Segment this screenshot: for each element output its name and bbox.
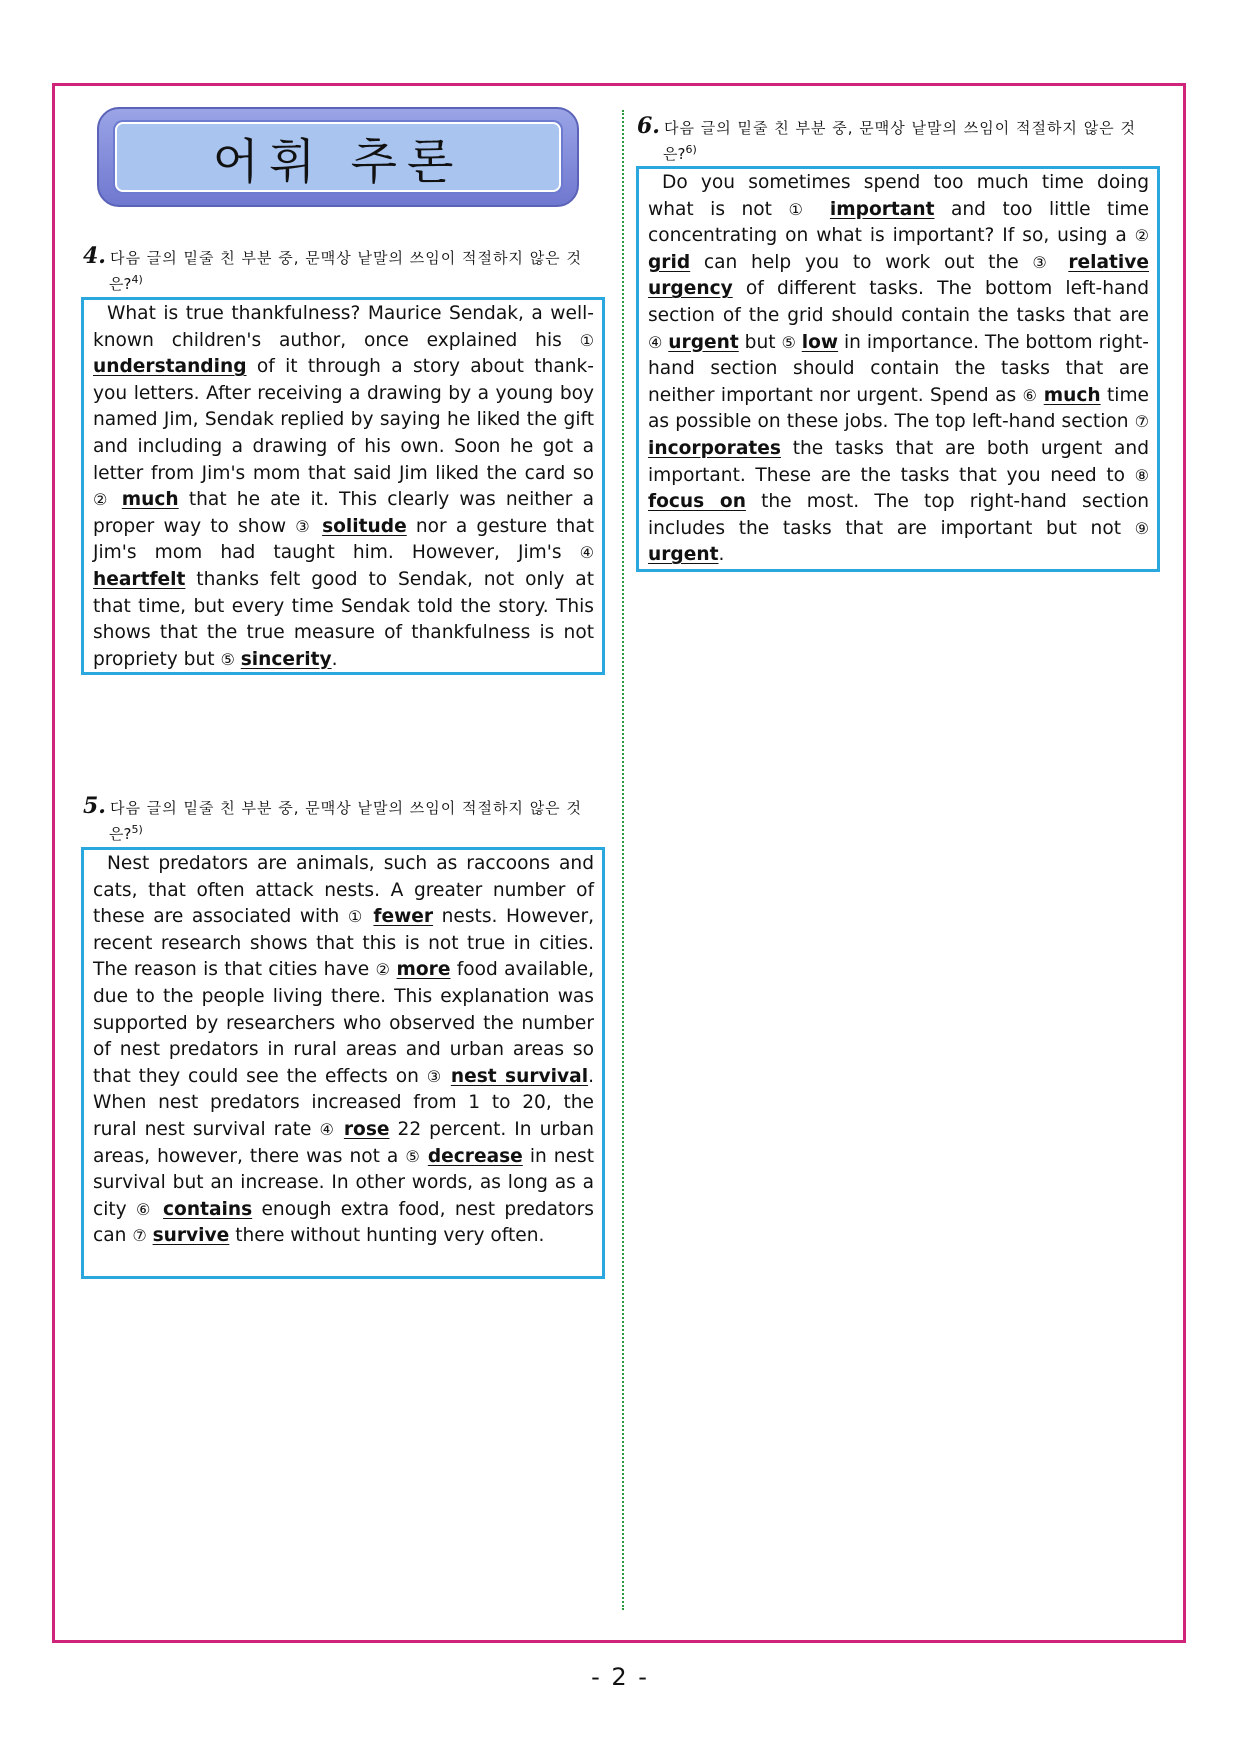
- passage-seg: can help you to work out the: [690, 251, 1033, 273]
- passage-seg: in importance. The bottom right-hand section should contain the tasks that are neither important nor urgent. Spend as: [648, 331, 1149, 406]
- space: [336, 1119, 344, 1140]
- space: [313, 516, 322, 537]
- question-text: 다음 글의 밑줄 친 부분 중, 문맥상 낱말의 쓰임이 적절하지 않은 것: [663, 119, 1136, 137]
- passage-seg: that he ate it. This clearly was neither a proper way to show: [93, 489, 594, 537]
- space: [421, 1146, 428, 1167]
- passage-seg: but: [738, 331, 782, 353]
- choice-marker: ⑦: [132, 1226, 147, 1246]
- question-4-passage: [81, 297, 605, 675]
- space: [443, 1066, 451, 1087]
- choice-marker: ⑤: [781, 332, 796, 352]
- footnote-ref: 4): [131, 273, 143, 286]
- passage-seg: food available, due to the people living there. This explanation was supported by researchers who observed the number of nest predators in rural areas and urban areas so that they could see the effects on: [93, 959, 594, 1087]
- underlined-word: much: [1043, 384, 1101, 406]
- choice-marker: ⑤: [220, 649, 235, 669]
- question-5-prompt: [83, 793, 608, 845]
- passage-seg: nor a gesture that Jim's mom had taught him. However, Jim's: [93, 515, 595, 564]
- underlined-word: relative urgency: [648, 251, 1150, 300]
- choice-marker: ③: [426, 1066, 443, 1086]
- passage-seg: and too little time concentrating on what is important? If so, using a: [648, 198, 1150, 247]
- choice-marker: ⑤: [405, 1146, 421, 1166]
- underlined-word: fewer: [373, 906, 434, 928]
- passage-seg: .: [331, 648, 338, 670]
- choice-marker: ④: [579, 543, 594, 563]
- underlined-word: sincerity: [240, 648, 332, 670]
- question-number: 4.: [83, 243, 106, 269]
- question-number: 5.: [83, 793, 106, 819]
- underlined-word: solitude: [322, 515, 407, 537]
- page-title: 어휘 추론: [212, 133, 464, 190]
- underlined-word: heartfelt: [93, 568, 186, 590]
- question-4-prompt: [83, 243, 608, 295]
- passage-seg: in nest survival but an increase. In other words, as long as a city: [93, 1145, 594, 1220]
- question-5-passage: [81, 847, 605, 1279]
- footnote-ref: 5): [131, 823, 143, 836]
- passage-seg: the tasks that are both urgent and important. These are the tasks that you need to: [648, 437, 1149, 486]
- question-6-prompt: [637, 113, 1162, 165]
- passage-seg: nests. However, recent research shows that this is not true in cities. The reason is that cities have: [93, 906, 595, 981]
- underlined-word: survive: [152, 1225, 230, 1247]
- choice-marker: ④: [319, 1119, 336, 1139]
- passage-seg: of it through a story about thank-you letters. After receiving a drawing by a young boy named Jim, Sendak replied by saying he liked the gift and including a drawing of his own. Soon he got a letter from Jim's mom that said Jim liked the card so: [93, 356, 594, 484]
- choice-marker: ②: [375, 960, 391, 980]
- passage-seg: thanks felt good to Sendak, not only at that time, but every time Sendak told the story. This shows that the true measure of thankfulness is not propriety but: [93, 568, 594, 670]
- passage-seg: . When nest predators increased from 1 to 20, the rural nest survival rate: [93, 1065, 594, 1140]
- choice-marker: ⑦: [1134, 412, 1149, 432]
- question-text-cont: 은?: [109, 275, 132, 293]
- passage-seg: 22 percent. In urban areas, however, there was not a: [93, 1118, 594, 1167]
- title-banner: [97, 107, 579, 207]
- underlined-word: low: [801, 331, 839, 353]
- column-divider: [622, 110, 624, 1610]
- underlined-word: focus on: [648, 491, 746, 513]
- choice-marker: ①: [347, 907, 365, 927]
- passage-seg: time as possible on these jobs. The top left-hand section: [648, 384, 1149, 433]
- space: [154, 1199, 163, 1220]
- space: [1055, 252, 1069, 273]
- underlined-word: decrease: [427, 1145, 523, 1167]
- passage-seg: there without hunting very often.: [229, 1225, 545, 1247]
- choice-marker: ②: [93, 490, 112, 510]
- passage-seg: What is true thankfulness? Maurice Sendak, a well-known children's author, once explained his: [93, 303, 594, 351]
- question-text: 다음 글의 밑줄 친 부분 중, 문맥상 낱말의 쓰임이 적절하지 않은 것: [109, 799, 582, 817]
- space: [813, 199, 830, 220]
- question-6-passage: [636, 166, 1160, 572]
- passage-seg: the most. The top right-hand section includes the tasks that are important but not: [648, 491, 1149, 539]
- passage-seg: Do you sometimes spend too much time doing what is not: [648, 172, 1149, 220]
- footnote-ref: 6): [685, 143, 697, 156]
- underlined-word: understanding: [93, 356, 247, 378]
- choice-marker: ③: [1032, 252, 1055, 272]
- question-text: 다음 글의 밑줄 친 부분 중, 문맥상 낱말의 쓰임이 적절하지 않은 것: [109, 249, 582, 267]
- underlined-word: urgent: [668, 331, 739, 353]
- page-number: - 2 -: [591, 1663, 649, 1691]
- underlined-word: more: [396, 959, 451, 981]
- underlined-word: important: [829, 198, 935, 220]
- choice-marker: ⑥: [1022, 385, 1038, 405]
- underlined-word: much: [121, 489, 179, 511]
- choice-marker: ⑧: [1134, 465, 1149, 485]
- space: [112, 489, 122, 510]
- passage-seg: .: [718, 544, 725, 566]
- question-number: 6.: [637, 113, 660, 139]
- question-text-cont: 은?: [663, 145, 686, 163]
- question-text-cont: 은?: [109, 825, 132, 843]
- underlined-word: contains: [163, 1198, 253, 1220]
- underlined-word: rose: [343, 1118, 390, 1140]
- underlined-word: urgent: [648, 544, 719, 566]
- title-banner-inner: [115, 122, 561, 192]
- choice-marker: ③: [295, 516, 313, 536]
- choice-marker: ②: [1134, 226, 1149, 246]
- passage-seg: Nest predators are animals, such as raccoons and cats, that often attack nests. A greater number of these are associated with: [93, 853, 594, 928]
- underlined-word: incorporates: [648, 437, 781, 459]
- choice-marker: ①: [788, 199, 814, 219]
- choice-marker: ①: [579, 330, 594, 350]
- passage-seg: enough extra food, nest predators can: [93, 1198, 594, 1247]
- passage-seg: of different tasks. The bottom left-hand section of the grid should contain the tasks that are: [648, 278, 1149, 326]
- choice-marker: ④: [648, 332, 663, 352]
- underlined-word: grid: [648, 251, 691, 273]
- choice-marker: ⑥: [135, 1199, 154, 1219]
- underlined-word: nest survival: [450, 1065, 589, 1087]
- choice-marker: ⑨: [1134, 518, 1149, 538]
